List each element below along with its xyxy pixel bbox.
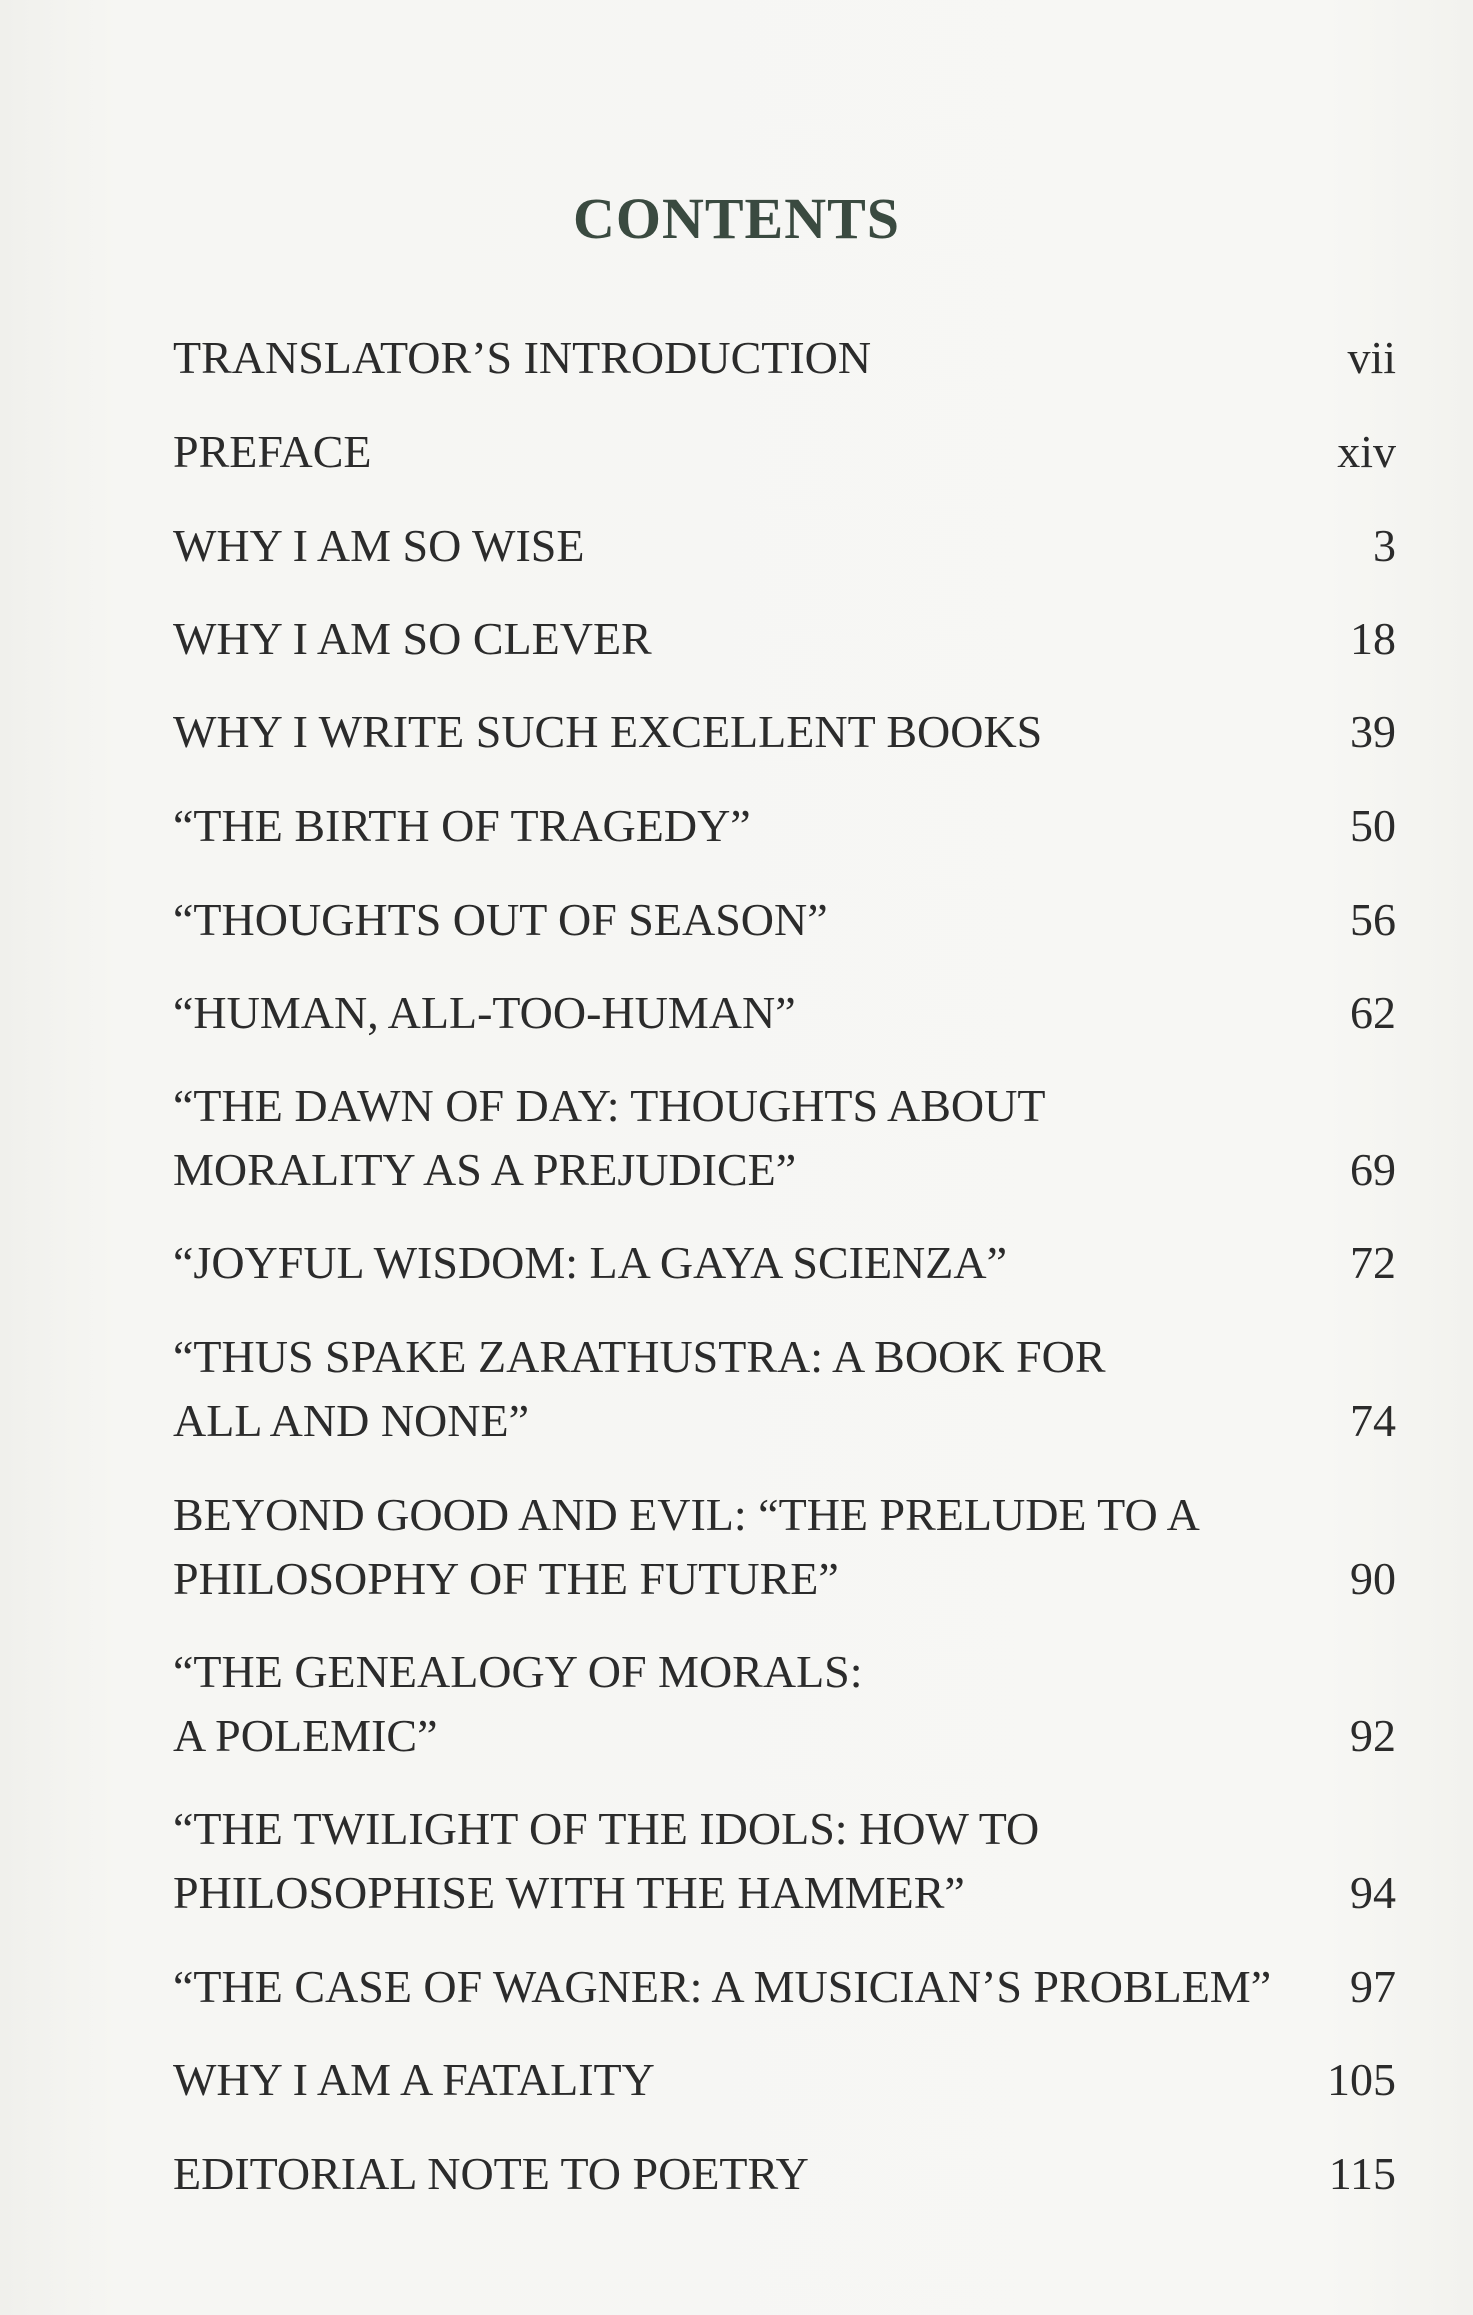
toc-entry [173,2048,1396,2112]
toc-entry-page: 39 [1350,706,1396,757]
toc-entry-page: 50 [1350,800,1396,851]
toc-entry-page: 72 [1350,1237,1396,1288]
toc-entry-title: PREFACE [173,426,372,477]
toc-entry [173,1797,1396,1925]
toc-entry-title: “THUS SPAKE ZARATHUSTRA: A BOOK FOR ALL AND NONE” [173,1331,1106,1446]
toc-entry [173,514,1396,578]
page-title: CONTENTS [572,186,901,251]
toc-entry [173,420,1396,484]
toc-entry-page: 62 [1350,987,1396,1038]
toc-entry-title: WHY I WRITE SUCH EXCELLENT BOOKS [173,706,1043,757]
toc-entry-page: 3 [1373,520,1396,571]
toc-entry-page: xiv [1337,426,1396,477]
toc-entry [173,1074,1396,1202]
toc-entry-page: 97 [1350,1961,1396,2012]
toc-entry [173,888,1396,952]
toc-entry-title: WHY I AM A FATALITY [173,2054,655,2105]
toc-entry-page: 90 [1350,1553,1396,1604]
toc-entry-title: “THE TWILIGHT OF THE IDOLS: HOW TO PHILOSOPHISE WITH THE HAMMER” [173,1803,1040,1918]
toc-entry-title: “JOYFUL WISDOM: LA GAYA SCIENZA” [173,1237,1007,1288]
toc-entry-title: “THE CASE OF WAGNER: A MUSICIAN’S PROBLEM” [173,1961,1272,2012]
toc-entry [173,1231,1396,1295]
toc-entry-title: EDITORIAL NOTE TO POETRY [173,2148,809,2199]
toc-entry-page: vii [1347,332,1396,383]
toc-entry [173,700,1396,764]
toc-entry-title: “HUMAN, ALL-TOO-HUMAN” [173,987,796,1038]
toc-entry [173,1955,1396,2019]
toc-entry [173,1640,1396,1768]
toc-entry [173,794,1396,858]
toc-entry-page: 69 [1350,1144,1396,1195]
toc-entry-page: 18 [1350,613,1396,664]
toc-entry-page: 74 [1350,1395,1396,1446]
toc-entry-title: “THE DAWN OF DAY: THOUGHTS ABOUT MORALITY AS A PREJUDICE” [173,1080,1046,1195]
toc-entry-title: WHY I AM SO WISE [173,520,585,571]
toc-entry [173,326,1396,390]
toc-entry-page: 56 [1350,894,1396,945]
toc-entry-page: 105 [1327,2054,1396,2105]
toc-entry-title: “THE BIRTH OF TRAGEDY” [173,800,751,851]
toc-entry-title: BEYOND GOOD AND EVIL: “THE PRELUDE TO A PHILOSOPHY OF THE FUTURE” [173,1489,1200,1604]
toc-entry [173,2142,1396,2206]
toc-entry-title: “THE GENEALOGY OF MORALS: A POLEMIC” [173,1646,863,1761]
toc-entry [173,607,1396,671]
toc-entry-page: 115 [1328,2148,1396,2199]
toc-entry [173,981,1396,1045]
toc-entry-page: 94 [1350,1867,1396,1918]
toc-entry [173,1325,1396,1453]
toc-entry-title: TRANSLATOR’S INTRODUCTION [173,332,872,383]
toc-entry-title: WHY I AM SO CLEVER [173,613,652,664]
toc-entry-title: “THOUGHTS OUT OF SEASON” [173,894,828,945]
toc-entry [173,1483,1396,1611]
toc-entry-page: 92 [1350,1710,1396,1761]
